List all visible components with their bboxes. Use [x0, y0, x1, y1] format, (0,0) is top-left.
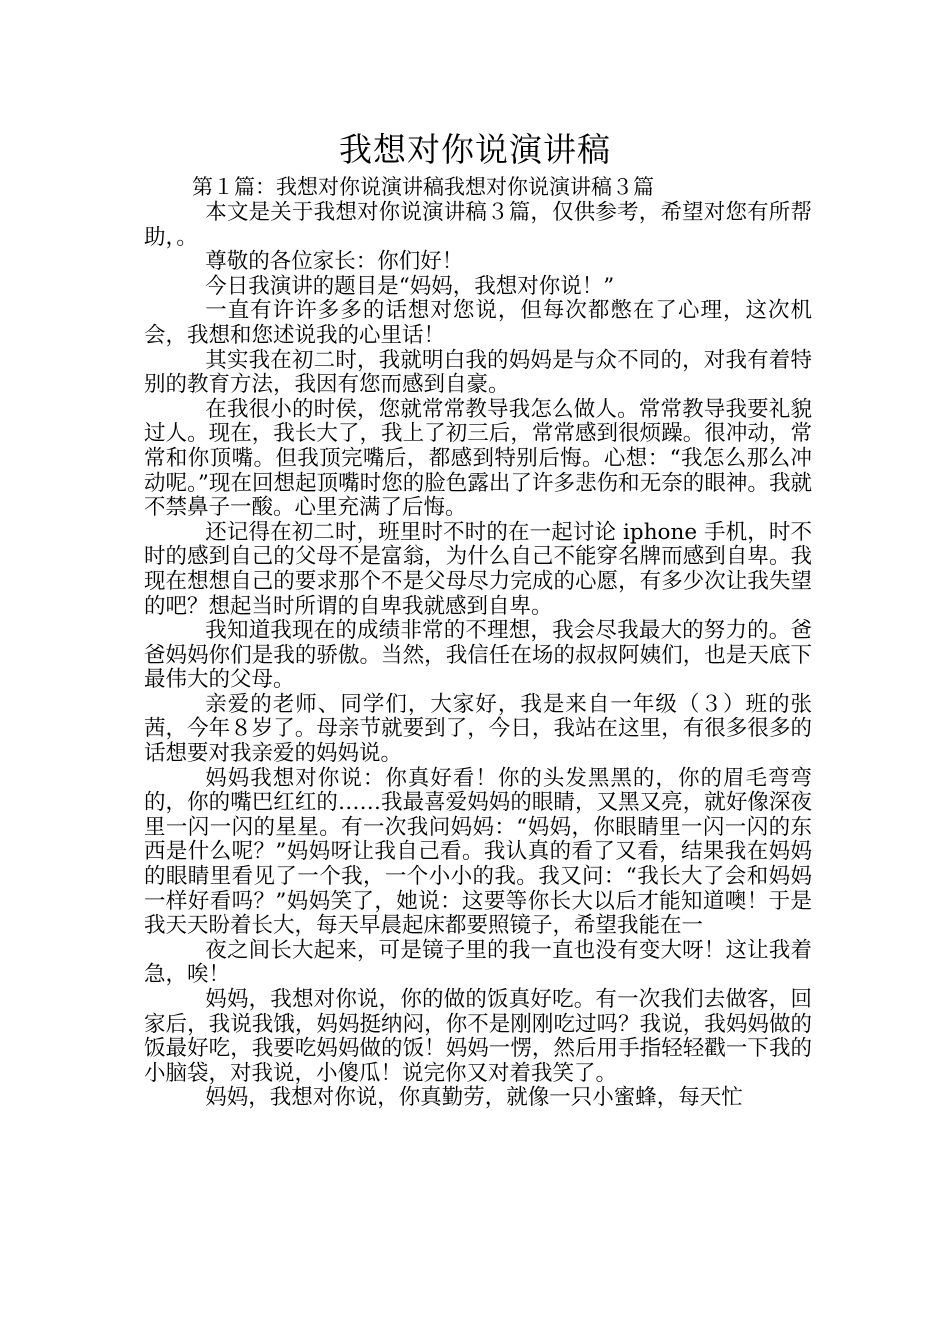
paragraph: 妈妈，我想对你说，你真勤劳，就像一只小蜜蜂，每天忙 [205, 1085, 743, 1111]
paragraph: 妈妈我想对你说：你真好看！你的头发黑黑的，你的眉毛弯弯的，你的嘴巴红红的……我最喜爱妈妈的眼睛，又黑又亮，就好像深夜里一闪一闪的星星。有一次我问妈妈：“妈妈，你眼睛里一闪一闪的东西是什么呢？”妈妈呀让我自己看。我认真的看了又看，结果我在妈妈的眼睛里看见了一个我，一个小小的我。我又问：“我长大了会和妈妈一样好看吗？”妈妈笑了，她说：这要等你长大以后才能知道噢！于是我天天盼着长大，每天早晨起床都要照镜子，希望我能在一 [144, 765, 812, 939]
paragraph: 还记得在初二时，班里时不时的在一起讨论 iphone 手机，时不时的感到自己的父母不是富翁，为什么自己不能穿名牌而感到自卑。我现在想想自己的要求那个不是父母尽力完成的心愿，有多少次让我失望的吧？想起当时所谓的自卑我就感到自卑。 [144, 519, 812, 619]
document-body [144, 201, 812, 1111]
paragraph: 妈妈，我想对你说，你的做的饭真好吃。有一次我们去做客，回家后，我说我饿，妈妈挺纳闷，你不是刚刚吃过吗？我说，我妈妈做的饭最好吃，我要吃妈妈做的饭！妈妈一愣，然后用手指轻轻戳一下我的小脑袋，对我说，小傻瓜！说完你又对着我笑了。 [144, 987, 812, 1086]
document-title: 我想对你说演讲稿 [339, 130, 611, 169]
paragraph: 一直有许许多多的话想对您说，但每次都憋在了心理，这次机会，我想和您述说我的心里话！ [144, 298, 812, 348]
document-subtitle: 第１篇：我想对你说演讲稿我想对你说演讲稿３篇 [192, 175, 654, 199]
paragraph: 在我很小的时侯，您就常常教导我怎么做人。常常教导我要礼貌过人。现在，我长大了，我上了初三后，常常感到很烦躁。很冲动，常常和你顶嘴。但我顶完嘴后，都感到特别后悔。心想：“我怎么那么冲动呢。”现在回想起顶嘴时您的脸色露出了许多悲伤和无奈的眼神。我就不禁鼻子一酸。心里充满了后悔。 [144, 396, 812, 521]
paragraph: 本文是关于我想对你说演讲稿３篇，仅供参考，希望对您有所帮助，。 [144, 200, 812, 250]
paragraph: 我知道我现在的成绩非常的不理想，我会尽我最大的努力的。爸爸妈妈你们是我的骄傲。当然，我信任在场的叔叔阿姨们，也是天底下最伟大的父母。 [144, 618, 812, 693]
paragraph: 尊敬的各位家长：你们好！ [205, 249, 464, 275]
paragraph: 夜之间长大起来，可是镜子里的我一直也没有变大呀！这让我着急，唉！ [144, 937, 812, 988]
paragraph: 其实我在初二时，我就明白我的妈妈是与众不同的，对我有着特别的教育方法，我因有您而感到自豪。 [144, 347, 812, 398]
paragraph: 亲爱的老师、同学们，大家好，我是来自一年级（３）班的张茜，今年８岁了。母亲节就要到了，今日，我站在这里，有很多很多的话想要对我亲爱的妈妈说。 [144, 691, 812, 767]
paragraph: 今日我演讲的题目是“妈妈，我想对你说！” [205, 273, 615, 299]
